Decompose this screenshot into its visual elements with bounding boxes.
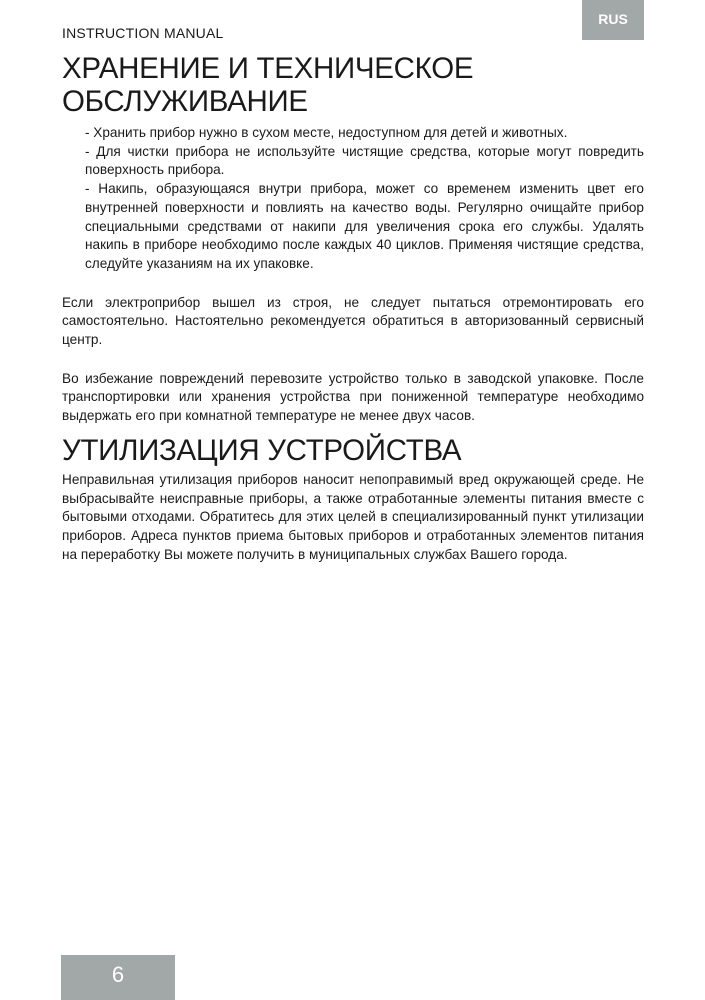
- bullet-item-cleaning: - Для чистки прибора не используйте чистящие средства, которые могут повредить поверхность прибора.: [85, 143, 644, 178]
- paragraph-disposal: Неправильная утилизация приборов наносит непоправимый вред окружающей среде. Не выбрасывайте неисправные приборы, а также отработанные элементы питания вместе с бытовыми отходами. Обратитесь для этих целей в специализированный пункт утилизации приборов. Адреса пунктов приема бытовых приборов и отработанных элементов питания на переработку Вы можете получить в муниципальных службах Вашего города.: [62, 471, 644, 562]
- section-title-storage-line1: ХРАНЕНИЕ И ТЕХНИЧЕСКОЕ: [62, 52, 474, 85]
- section-title-disposal: УТИЛИЗАЦИЯ УСТРОЙСТВА: [62, 433, 462, 467]
- page-content: [62, 52, 644, 564]
- paragraph-repair: Если электроприбор вышел из строя, не следует пытаться отремонтировать его самостоятельно. Настоятельно рекомендуется обратиться в авторизованный сервисный центр.: [62, 294, 644, 348]
- language-tab: RUS: [582, 0, 644, 40]
- running-header: INSTRUCTION MANUAL: [62, 25, 224, 41]
- page-number: 6: [61, 955, 175, 1000]
- bullet-item-dry-place: - Хранить прибор нужно в сухом месте, недоступном для детей и животных.: [85, 125, 568, 140]
- section-title-storage-line2: ОБСЛУЖИВАНИЕ: [62, 85, 308, 118]
- section-title-storage: [62, 52, 644, 118]
- bullet-item-scale: - Накипь, образующаяся внутри прибора, может со временем изменить цвет его внутренней поверхности и повлиять на качество воды. Регулярно очищайте прибор специальными средствами от накипи для увеличения срока его службы. Удалять накипь в приборе необходимо после каждых 40 циклов. Применяя чистящие средства, следуйте указаниям на их упаковке.: [85, 181, 644, 271]
- paragraph-transport: Во избежание повреждений перевозите устройство только в заводской упаковке. После транспортировки или хранения устройства при пониженной температуре необходимо выдержать его при комнатной температуре не менее двух часов.: [62, 370, 644, 424]
- storage-bullet-list: [85, 124, 644, 274]
